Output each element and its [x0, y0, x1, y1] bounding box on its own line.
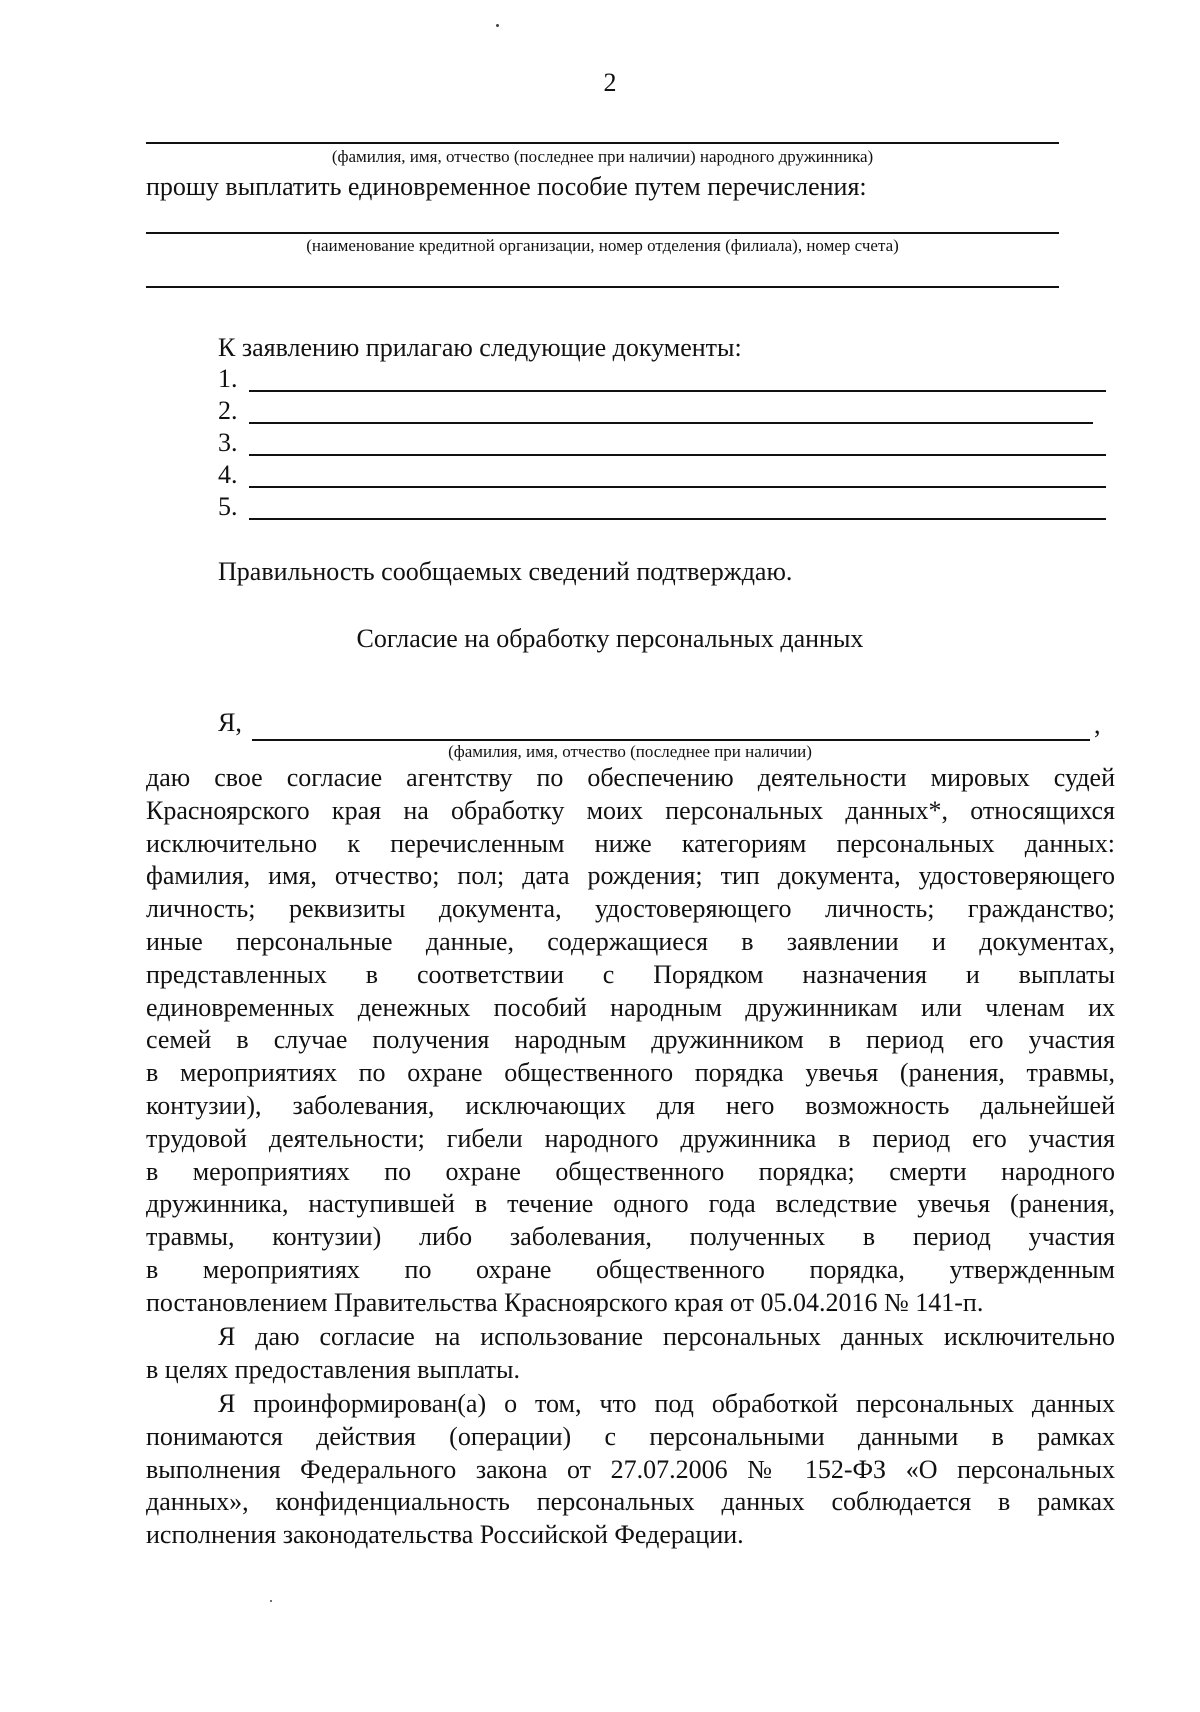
consent-heading: Согласие на обработку персональных данных — [356, 624, 864, 653]
paragraph-line: выполнения Федерального закона от 27.07.2006 № 152-ФЗ «О персональных — [146, 1454, 1115, 1484]
paragraph-line: Я проинформирован(а) о том, что под обработкой персональных данных — [218, 1389, 1115, 1418]
applicant-caption: (фамилия, имя, отчество (последнее при наличии) народного дружинника) — [331, 147, 874, 166]
confirmation-text: Правильность сообщаемых сведений подтверждаю. — [218, 557, 793, 586]
attachment-item-number: 2. — [218, 396, 238, 425]
attachment-item-number: 4. — [218, 460, 238, 489]
paragraph-line: даю свое согласие агентству по обеспечению деятельности мировых судей — [146, 763, 1115, 792]
consent-paragraph-2 — [146, 1321, 1115, 1387]
page-number: 2 — [603, 68, 617, 97]
paragraph-line: представленных в соответствии с Порядком назначения и выплаты — [146, 959, 1115, 989]
attachment-item-number: 1. — [218, 364, 238, 393]
paragraph-line: данных», конфиденциальность персональных данных соблюдается в рамках — [146, 1487, 1115, 1517]
paragraph-line: в мероприятиях по охране общественного порядка увечья (ранения, травмы, — [146, 1058, 1115, 1088]
scan-dot — [496, 24, 499, 27]
attachment-item-line — [249, 454, 1106, 456]
paragraph-line: единовременных денежных пособий народным дружинникам или членам их — [146, 992, 1115, 1022]
paragraph-line: дружинника, наступившей в течение одного года вследствие увечья (ранения, — [146, 1189, 1115, 1219]
paragraph-line: фамилия, имя, отчество; пол; дата рождения; тип документа, удостоверяющего — [146, 861, 1115, 891]
paragraph-line: трудовой деятельности; гибели народного дружинника в период его участия — [146, 1123, 1115, 1153]
attachment-item-number: 5. — [218, 492, 238, 521]
attachment-item-number: 3. — [218, 428, 238, 457]
paragraph-line: травмы, контузии) либо заболевания, полученных в период участия — [146, 1222, 1115, 1252]
attachment-item-line — [249, 486, 1106, 488]
attachments-heading: К заявлению прилагаю следующие документы: — [218, 333, 742, 362]
paragraph-line: семей в случае получения народным дружинником в период его участия — [146, 1025, 1115, 1055]
paragraph-line: постановлением Правительства Красноярского края от 05.04.2016 № 141-п. — [146, 1287, 984, 1317]
attachment-item-line — [249, 518, 1106, 520]
paragraph-line: понимаются действия (операции) с персональными данными в рамках — [146, 1421, 1115, 1451]
paragraph-line: в целях предоставления выплаты. — [146, 1354, 520, 1384]
paragraph-line: контузии), заболевания, исключающих для него возможность дальнейшей — [146, 1090, 1115, 1120]
bank-details-line — [146, 232, 1059, 234]
payment-request-text: прошу выплатить единовременное пособие путем перечисления: — [146, 172, 867, 201]
attachment-item-line — [249, 390, 1106, 392]
applicant-name-line — [146, 142, 1059, 144]
bank-details-line-2 — [146, 286, 1059, 288]
paragraph-line: исключительно к перечисленным ниже категориям персональных данных: — [146, 828, 1115, 858]
consent-paragraph-1 — [146, 762, 1115, 1320]
attachment-item-line — [249, 422, 1093, 424]
paragraph-line: в мероприятиях по охране общественного порядка, утвержденным — [146, 1254, 1115, 1284]
consent-name-line — [252, 739, 1090, 741]
consent-ya-label: Я, — [218, 708, 242, 737]
paragraph-line: Красноярского края на обработку моих персональных данных*, относящихся — [146, 795, 1115, 825]
bank-caption: (наименование кредитной организации, номер отделения (филиала), номер счета) — [306, 236, 899, 255]
consent-name-caption: (фамилия, имя, отчество (последнее при наличии) — [448, 742, 812, 761]
scan-dot — [270, 1600, 272, 1602]
consent-comma: , — [1094, 710, 1101, 739]
paragraph-line: личность; реквизиты документа, удостоверяющего личность; гражданство; — [146, 894, 1115, 924]
paragraph-line: Я даю согласие на использование персональных данных исключительно — [218, 1322, 1115, 1351]
paragraph-line: исполнения законодательства Российской Федерации. — [146, 1520, 744, 1550]
paragraph-line: иные персональные данные, содержащиеся в заявлении и документах, — [146, 926, 1115, 956]
consent-paragraph-3 — [146, 1388, 1115, 1552]
paragraph-line: в мероприятиях по охране общественного порядка; смерти народного — [146, 1156, 1115, 1186]
